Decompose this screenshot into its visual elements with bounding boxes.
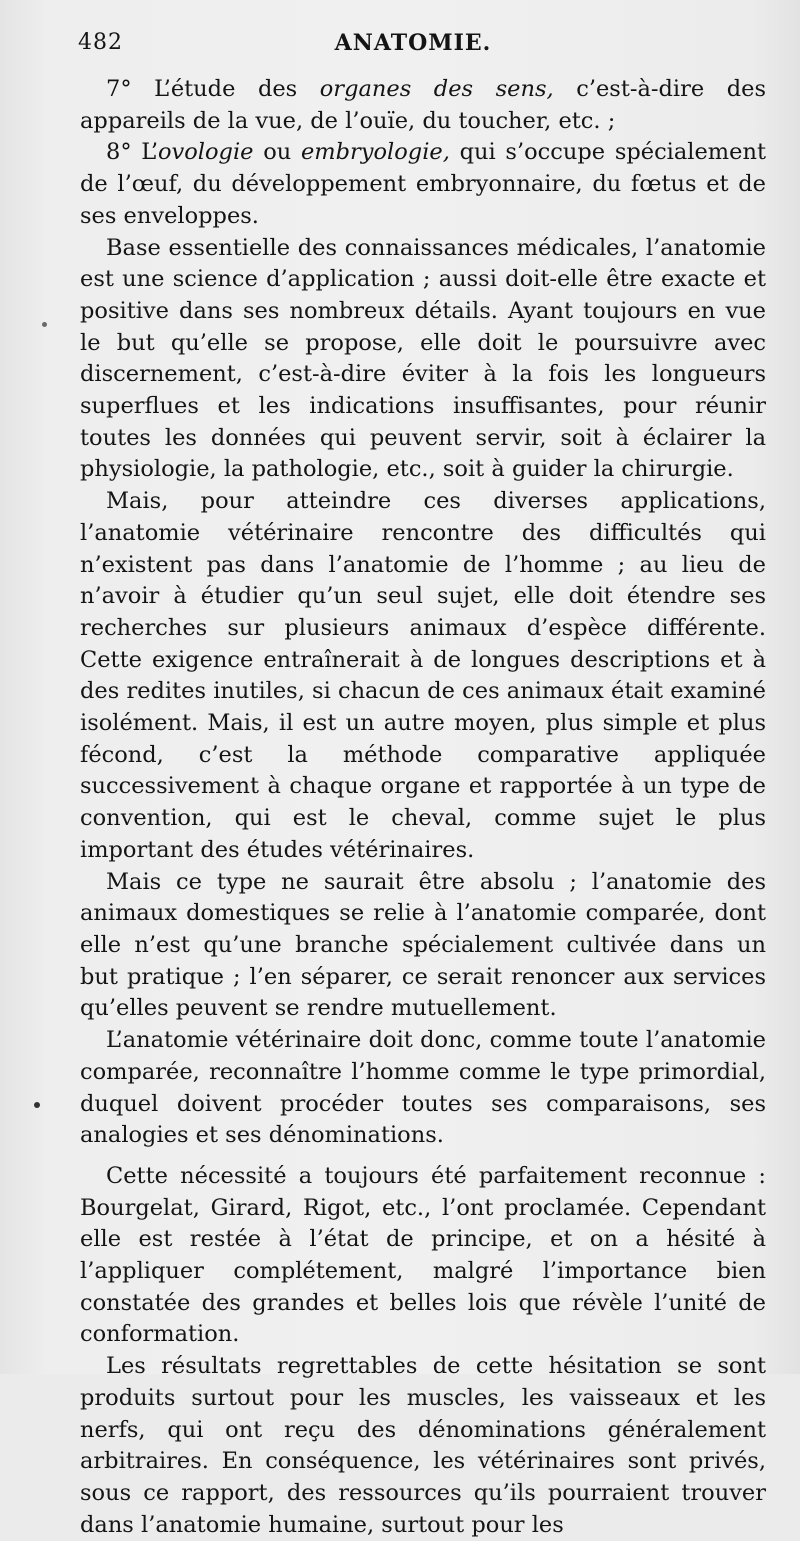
paragraph-item-7: [80, 74, 766, 137]
text-run: c’est-à-dire des appareils de la vue, de l’ouïe, du toucher, etc. ;: [80, 76, 766, 134]
text-run: 7° L’étude des: [106, 76, 320, 102]
running-head: ANATOMIE.: [334, 30, 492, 56]
paragraph-cette-necessite: Cette nécessité a toujours été parfaitement reconnue : Bourgelat, Girard, Rigot, etc., l’ont proclamée. Cependant elle est restée à l’état de principe, et on a hésité à l’appliquer complétement, malgré l’importance bien constatée des grandes et belles lois que révèle l’unité de conformation.: [80, 1162, 766, 1348]
italic-term: ovologie: [158, 139, 254, 166]
ink-speck: [42, 322, 47, 327]
italic-term: embryologie,: [300, 139, 450, 166]
paragraph-base-essentielle: Base essentielle des connaissances médicales, l’anatomie est une science d’application ; aussi doit-elle être exacte et positive dans ses nombreux détails. Ayant toujours en vue le but qu’elle se propose, elle doit le poursuivre avec discernement, c’est-à-dire éviter à la fois les longueurs superflues et les indications insuffisantes, pour réunir toutes les données qui peuvent servir, soit à éclairer la physiologie, la pathologie, etc., soit à guider la chirurgie.: [80, 234, 766, 483]
text-run: 8° L’: [106, 139, 158, 166]
paragraph-mais-pour-atteindre: Mais, pour atteindre ces diverses applications, l’anatomie vétérinaire rencontre des difficultés qui n’existent pas dans l’anatomie de l’homme ; au lieu de n’avoir à étudier qu’un seul sujet, elle doit étendre ses recherches sur plusieurs animaux d’espèce différente. Cette exigence entraînerait à de longues descriptions et à des redites inutiles, si chacun de ces animaux était examiné isolément. Mais, il est un autre moyen, plus simple et plus fécond, c’est la méthode comparative appliquée successivement à chaque organe et rapportée à un type de convention, qui est le cheval, comme sujet le plus important des études vétérinaires.: [80, 488, 766, 863]
italic-term: organes des sens,: [319, 76, 554, 102]
paragraph-item-8: [80, 137, 766, 232]
text-run: ou: [253, 139, 301, 166]
paragraph-anatomie-veterinaire: L’anatomie vétérinaire doit donc, comme toute l’anatomie comparée, reconnaître l’homme comme le type primordial, duquel doivent procéder toutes ses comparaisons, ses analogies et ses dénominations.: [80, 1027, 766, 1149]
paragraph-mais-ce-type: Mais ce type ne saurait être absolu ; l’anatomie des animaux domestiques se relie à l’anatomie comparée, dont elle n’est qu’une branche spécialement cultivée dans un but pratique ; l’en séparer, ce serait renoncer aux services qu’elles peuvent se rendre mutuellement.: [80, 868, 766, 1022]
body-text: [80, 74, 766, 1541]
page-number: 482: [78, 30, 123, 55]
text-run: qui s’occupe spécialement de l’œuf, du développement embryonnaire, du fœtus et de ses enveloppes.: [80, 139, 766, 229]
ink-speck: [34, 1102, 40, 1108]
paragraph-les-resultats: Les résultats regrettables de cette hésitation se sont produits surtout pour les muscles, les vaisseaux et les nerfs, qui ont reçu des dénominations généralement arbitraires. En conséquence, les vétérinaires sont privés, sous ce rapport, des ressources qu’ils pourraient trouver dans l’anatomie humaine, surtout pour les: [80, 1353, 766, 1538]
page-header: [78, 30, 748, 64]
